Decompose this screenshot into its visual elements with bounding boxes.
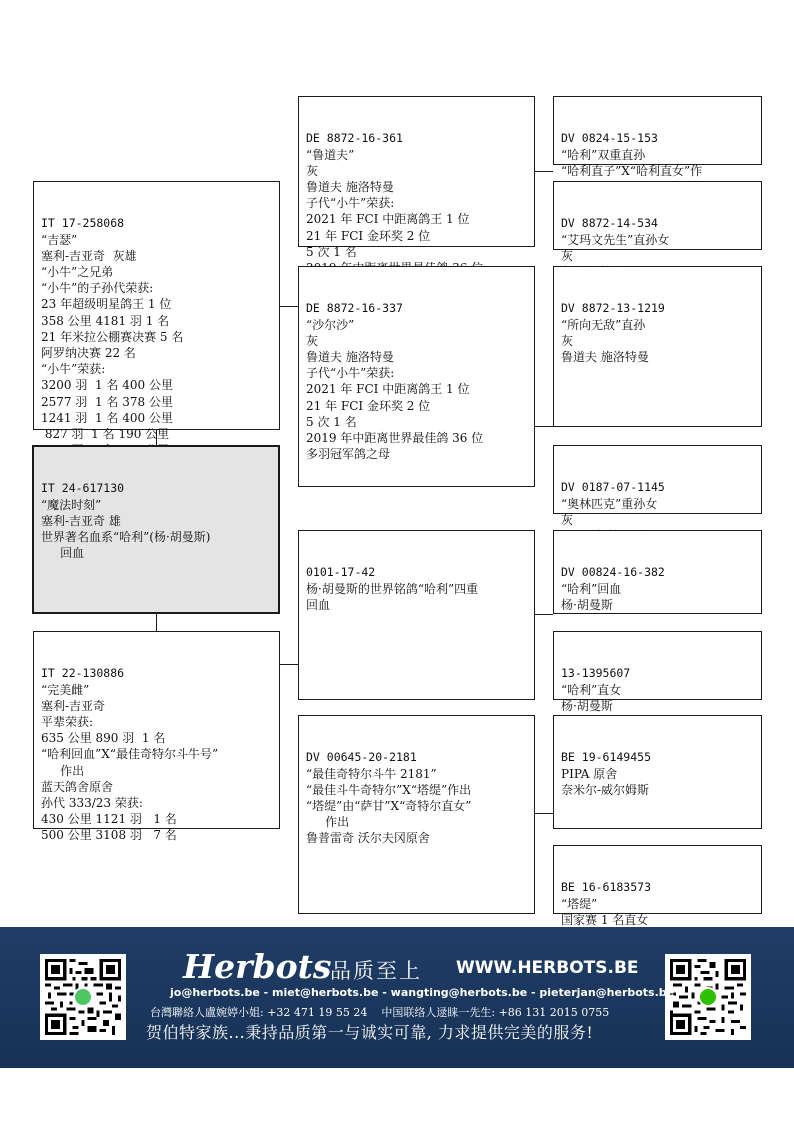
pedigree-card-ddd — [553, 845, 762, 927]
pigeon-details: “沙尔沙” 灰 鲁道夫 施洛特曼 子代“小牛”荣获: 2021 年 FCI 中距离鸽王 1 位 21 年 FCI 金环奖 2 位 5 次 1 名 2019 年中距离世界最佳鸽 36 位 多羽冠军鸽之母 — [306, 317, 484, 462]
ring-number: 13-1395607 — [561, 666, 631, 681]
pedigree-card-sdd — [553, 445, 762, 527]
connector-dam-parents — [279, 664, 298, 665]
contact-emails[interactable]: jo@herbots.be - miet@herbots.be - wangting@herbots.be - pieterjan@herbots.be — [170, 986, 675, 999]
pigeon-details: PIPA 原舍 奈米尔-威尔姆斯 — [561, 766, 650, 797]
connector-sire-parents — [279, 306, 298, 307]
connector-ss — [534, 171, 553, 172]
ring-number: DV 0187-07-1145 — [561, 480, 665, 495]
pedigree-card-dsd — [553, 631, 762, 713]
pigeon-details: 杨·胡曼斯的世界铭鸽“哈利”四重 回血 — [306, 581, 479, 612]
connector-sd — [534, 426, 553, 427]
connector-dd — [534, 813, 553, 814]
pigeon-details: “奥林匹克”重孙女 灰 — [561, 496, 658, 527]
pigeon-details: “魔法时刻” 塞利-吉亚奇 雄 世界著名血系“哈利”(杨·胡曼斯) 回血 — [41, 497, 211, 561]
ring-number: DV 8872-13-1219 — [561, 301, 665, 316]
pedigree-card-sss — [553, 96, 762, 178]
ring-number: BE 16-6183573 — [561, 880, 652, 895]
pedigree-card-sds — [553, 266, 762, 427]
line-qr-code-icon[interactable] — [40, 954, 126, 1040]
pedigree-card-dam-dam — [298, 715, 535, 914]
phone-china: 中国联络人逯睐一先生: +86 131 2015 0755 — [381, 1006, 610, 1019]
brand-slogan: 品质至上 — [330, 959, 422, 983]
pigeon-details: “哈利”直女 杨·胡曼斯 — [561, 682, 622, 713]
ring-number: DV 00824-16-382 — [561, 565, 665, 580]
connector-subject-dam — [156, 613, 157, 631]
pedigree-card-sire-sire — [298, 96, 535, 259]
pigeon-details: “最佳奇特尔斗牛 2181” “最佳斗牛奇特尔”X“塔缇”作出 “塔缇”由“萨甘”X“奇特尔直女” 作出 鲁普雷奇 沃尔夫冈原舍 — [306, 766, 472, 846]
pedigree-card-sire — [33, 181, 280, 442]
pigeon-details: “艾玛文先生”直孙女 灰 — [561, 232, 670, 263]
ring-number: 0101-17-42 — [306, 565, 376, 580]
brand-header — [150, 947, 670, 987]
ring-number: IT 24-617130 — [41, 481, 125, 496]
pigeon-details: “鲁道夫” 灰 鲁道夫 施洛特曼 子代“小牛”荣获: 2021 年 FCI 中距离鸽王 1 位 21 年 FCI 金环奖 2 位 5 次 1 名 — [306, 147, 470, 259]
contact-phones — [150, 1004, 609, 1020]
pedigree-card-sire-dam — [298, 266, 535, 487]
ring-number: BE 19-6149455 — [561, 750, 652, 765]
pedigree-card-subject — [32, 445, 280, 614]
ring-number: DE 8872-16-361 — [306, 131, 403, 146]
pigeon-details: “所向无敌”直孙 灰 鲁道夫 施洛特曼 — [561, 317, 649, 365]
website-link[interactable]: WWW.HERBOTS.BE — [456, 958, 639, 978]
pedigree-card-dam-sire — [298, 530, 535, 700]
pedigree-card-dam — [33, 631, 280, 843]
connector-ds — [534, 614, 553, 615]
phone-taiwan: 台灣聯絡人盧婉婷小姐: +32 471 19 55 24 — [150, 1006, 368, 1019]
pigeon-details: “塔缇” 国家赛 1 名直女 — [561, 896, 649, 927]
ring-number: DV 8872-14-534 — [561, 216, 658, 231]
ring-number: IT 17-258068 — [41, 216, 125, 231]
pigeon-details: “哈利”双重直孙 “哈利直子”X“哈利直女”作 — [561, 147, 703, 178]
pedigree-card-dds — [553, 715, 762, 829]
ring-number: IT 22-130886 — [41, 666, 125, 681]
company-motto: 贺伯特家族...秉持品质第一与诚实可靠, 力求提供完美的服务! — [146, 1023, 594, 1042]
ring-number: DV 0824-15-153 — [561, 131, 658, 146]
ring-number: DE 8872-16-337 — [306, 301, 403, 316]
wechat-app-icon — [698, 987, 718, 1007]
herbots-logo: Herbots — [183, 947, 332, 986]
pigeon-details: “完美雌” 塞利-吉亚奇 平辈荣获: 635 公里 890 羽 1 名 “哈利回血”X“最佳奇特尔斗牛号” 作出 蓝天鸽舍原舍 孙代 333/23 荣获: 430 公里 1121 羽 1 名 500 公里 3108 羽 7 名 — [41, 682, 219, 843]
pedigree-card-ssd — [553, 181, 762, 263]
line-app-icon — [73, 987, 93, 1007]
wechat-qr-code-icon[interactable] — [665, 954, 751, 1040]
pedigree-card-dss — [553, 530, 762, 614]
pigeon-details: “吉瑟” 塞利-吉亚奇 灰雄 “小牛”之兄弟 “小牛”的子孙代荣获: 23 年超级明星鸽王 1 位 358 公里 4181 羽 1 名 21 年米拉公棚赛决赛 5 名 阿罗纳决赛 22 名 “小牛”荣获: 3200 羽 1 名 400 公里 2577 羽 1 名 378 公里 1241 羽 1 名 400 公里 827 羽 1 名 190 公里 — [41, 232, 184, 442]
footer-contact-band — [0, 927, 794, 1068]
ring-number: DV 00645-20-2181 — [306, 750, 417, 765]
pigeon-details: “哈利”回血 杨·胡曼斯 — [561, 581, 622, 612]
